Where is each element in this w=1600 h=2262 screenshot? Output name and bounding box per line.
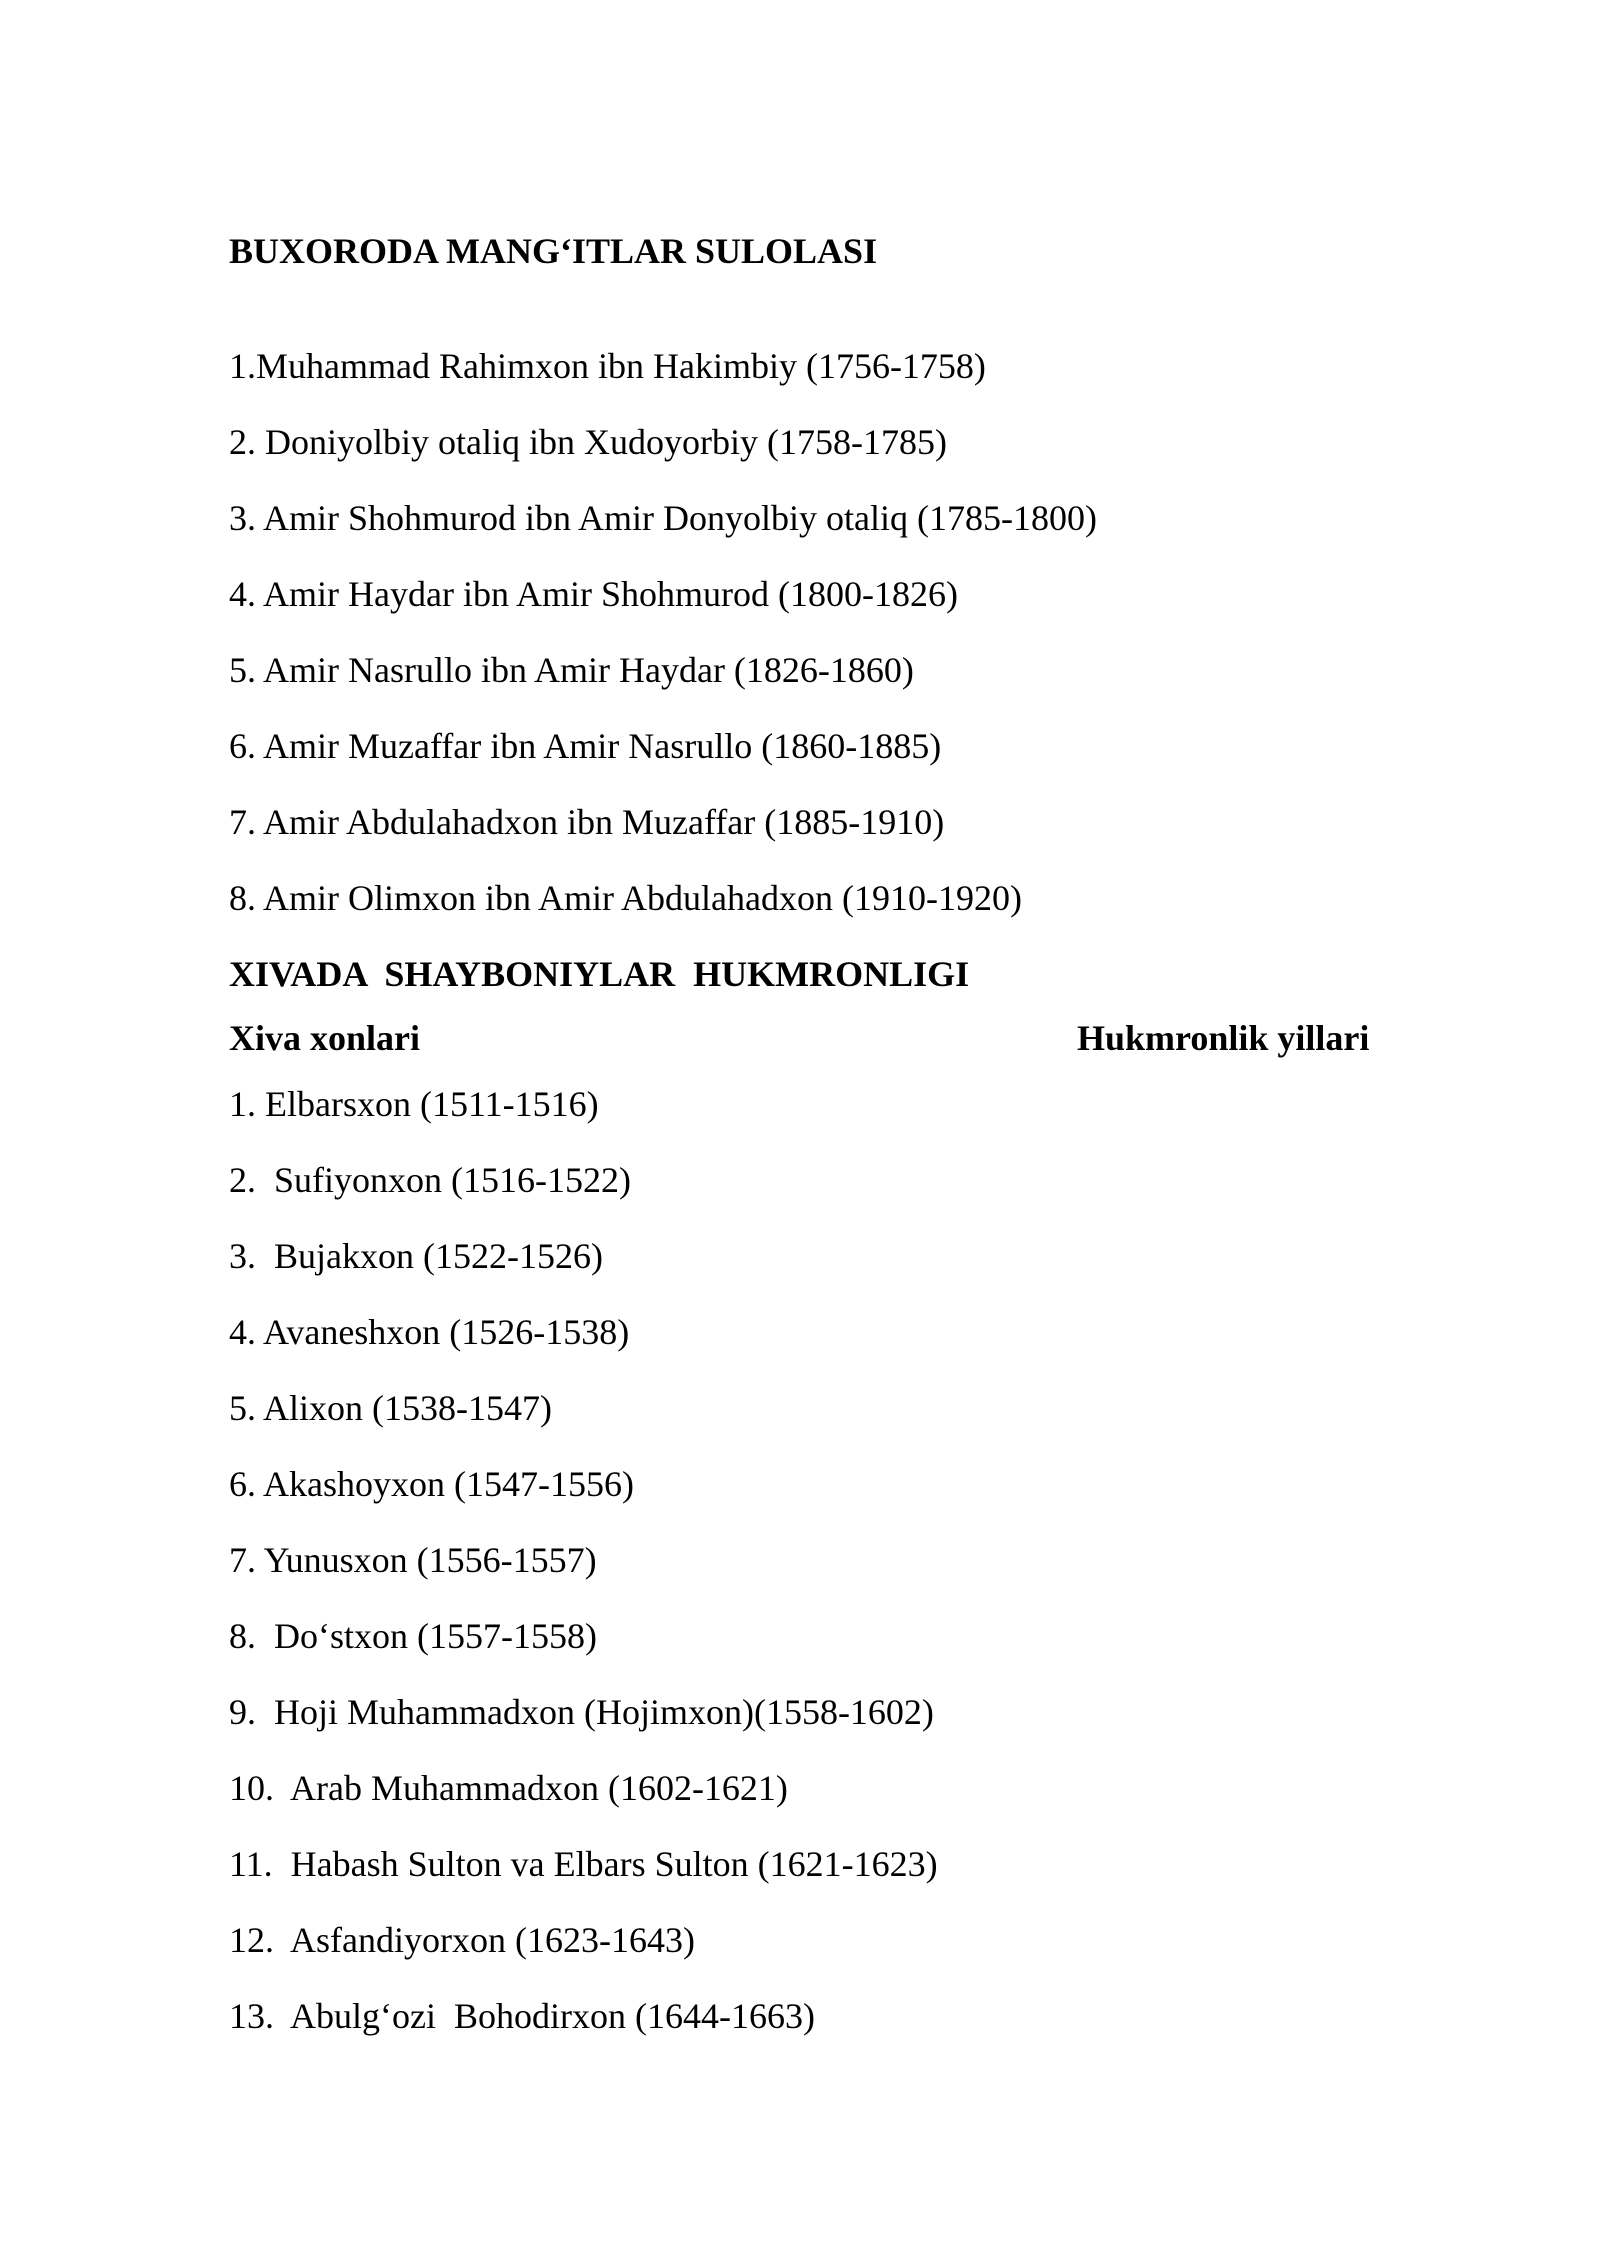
list-item: 6. Akashoyxon (1547-1556) [229,1464,634,1504]
list-item: 6. Amir Muzaffar ibn Amir Nasrullo (1860-1885) [229,726,942,766]
list-item: 1. Elbarsxon (1511-1516) [229,1084,599,1124]
list-item: 3. Amir Shohmurod ibn Amir Donyolbiy otaliq (1785-1800) [229,498,1097,538]
list-item: 2. Doniyolbiy otaliq ibn Xudoyorbiy (1758-1785) [229,422,947,462]
list-item: 3. Bujakxon (1522-1526) [229,1236,603,1276]
list-item: 8. Do‘stxon (1557-1558) [229,1616,597,1656]
list-item: 9. Hoji Muhammadxon (Hojimxon)(1558-1602) [229,1692,934,1732]
list-item: 2. Sufiyonxon (1516-1522) [229,1160,631,1200]
list-item: 7. Yunusxon (1556-1557) [229,1540,597,1580]
section-title-buxoro: BUXORODA MANG‘ITLAR SULOLASI [229,231,878,271]
column-header-khans: Xiva xonlari [229,1018,421,1058]
list-item: 7. Amir Abdulahadxon ibn Muzaffar (1885-1910) [229,802,945,842]
section-title-xiva: XIVADA SHAYBONIYLAR HUKMRONLIGI [229,954,970,994]
list-item: 13. Abulg‘ozi Bohodirxon (1644-1663) [229,1996,815,2036]
list-item: 5. Amir Nasrullo ibn Amir Haydar (1826-1860) [229,650,914,690]
list-item: 1.Muhammad Rahimxon ibn Hakimbiy (1756-1758) [229,346,986,386]
list-item: 10. Arab Muhammadxon (1602-1621) [229,1768,788,1808]
list-item: 12. Asfandiyorxon (1623-1643) [229,1920,695,1960]
list-item: 5. Alixon (1538-1547) [229,1388,552,1428]
list-item: 11. Habash Sulton va Elbars Sulton (1621-1623) [229,1844,938,1884]
column-header-years: Hukmronlik yillari [1077,1018,1370,1058]
list-item: 4. Avaneshxon (1526-1538) [229,1312,630,1352]
list-item: 4. Amir Haydar ibn Amir Shohmurod (1800-1826) [229,574,958,614]
list-item: 8. Amir Olimxon ibn Amir Abdulahadxon (1910-1920) [229,878,1022,918]
